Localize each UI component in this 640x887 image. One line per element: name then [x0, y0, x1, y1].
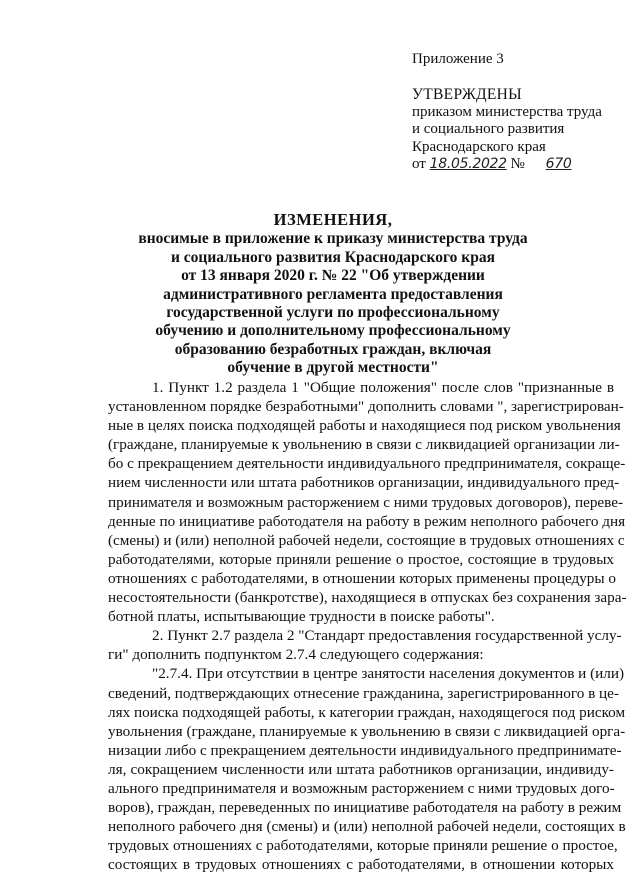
text-line: лях поиска подходящей работы, к категории граждан, находящегося под риском	[108, 703, 626, 721]
text-line: 1. Пункт 1.2 раздела 1 "Общие положения" после слов "признанные в	[152, 379, 614, 396]
appendix-label: Приложение 3	[412, 51, 504, 67]
text-line: ные в целях поиска подходящей работы и находящиеся под риском увольнения	[108, 417, 621, 435]
title-line: обучение в другой местности"	[227, 359, 439, 377]
document-title	[130, 211, 536, 378]
approval-line: Краснодарского края	[412, 138, 546, 155]
title-line: образованию безработных граждан, включая	[174, 340, 492, 358]
text-line: нием численности или штата работников организации, индивидуального пред-	[108, 474, 620, 492]
number-prefix: №	[510, 156, 525, 172]
text-line: 2. Пункт 2.7 раздела 2 "Стандарт предоставления государственной услу-	[152, 627, 622, 645]
text-line: ботной платы, испытывающие трудности в поиске работы".	[108, 608, 495, 626]
handwritten-date: 18.05.2022	[429, 156, 507, 172]
text-line: работодателями, которые приняли решение о простое, состоящие в трудовых	[108, 550, 614, 568]
approval-date-line	[412, 156, 627, 174]
paragraph-2	[108, 626, 622, 664]
title-line: обучению и дополнительному профессиональному	[155, 322, 511, 340]
text-line: состоящих в трудовых отношениях с работодателями, в отношении которых	[108, 856, 614, 874]
text-line: (граждане, планируемые к увольнению в связи с ликвидацией организации ли-	[108, 436, 620, 454]
text-line: "2.7.4. При отсутствии в центре занятости населения документов и (или)	[152, 665, 625, 683]
approval-line: приказом министерства труда	[412, 103, 602, 120]
text-line: несостоятельности (банкротстве), находящиеся в отпусках без сохранения зара-	[108, 589, 627, 607]
text-line: установленном порядке безработными" дополнить словами ", зарегистрирован-	[108, 398, 624, 416]
title-line: административного регламента предоставления	[163, 285, 503, 303]
paragraph-3	[108, 664, 626, 874]
title-line: государственной услуги по профессиональному	[166, 304, 500, 322]
document-body	[108, 378, 627, 874]
text-line: (смены) и (или) неполной рабочей недели, состоящие в трудовых отношениях с	[108, 531, 625, 549]
approval-block	[412, 86, 627, 174]
approval-title: УТВЕРЖДЕНЫ	[412, 86, 522, 103]
text-line: ги" дополнить подпунктом 2.7.4 следующего содержания:	[108, 646, 484, 664]
title-line: и социального развития Краснодарского края	[171, 248, 495, 266]
text-line: низации либо с прекращением деятельности индивидуального предпринимате-	[108, 741, 622, 759]
text-line: воров), граждан, переведенных по инициативе работодателя на работу в режим	[108, 799, 622, 817]
text-line: неполного рабочего дня (смены) и (или) неполной рабочей недели, состоящих в	[108, 818, 626, 836]
text-line: трудовых отношениях с работодателями, которые приняли решение о простое,	[108, 837, 618, 855]
paragraph-1	[108, 378, 627, 626]
title-heading: ИЗМЕНЕНИЯ,	[273, 210, 393, 229]
text-line: бо с прекращением деятельности индивидуального предпринимателя, сокраще-	[108, 455, 626, 473]
text-line: сведений, подтверждающих отнесение гражданина, зарегистрированного в це-	[108, 684, 619, 702]
title-line: от 13 января 2020 г. № 22 "Об утверждении	[181, 267, 485, 285]
text-line: ля, сокращением численности или штата работников организации, индивиду-	[108, 760, 614, 778]
text-line: отношениях с работодателями, в отношении которых применены процедуры о	[108, 569, 617, 587]
handwritten-number: 670	[545, 156, 572, 172]
title-line: вносимые в приложение к приказу министерства труда	[138, 230, 528, 248]
text-line: увольнения (граждане, планируемые к увольнению в связи с ликвидацией орга-	[108, 722, 626, 740]
text-line: денные по инициативе работодателя на работу в режим неполного рабочего дня	[108, 512, 626, 530]
approval-line: и социального развития	[412, 121, 565, 137]
text-line: принимателя и возможным расторжением с ними трудовых договоров), переве-	[108, 493, 624, 511]
text-line: ального предпринимателя и возможным расторжением с ними трудовых дого-	[108, 779, 615, 797]
date-prefix: от	[412, 156, 426, 172]
